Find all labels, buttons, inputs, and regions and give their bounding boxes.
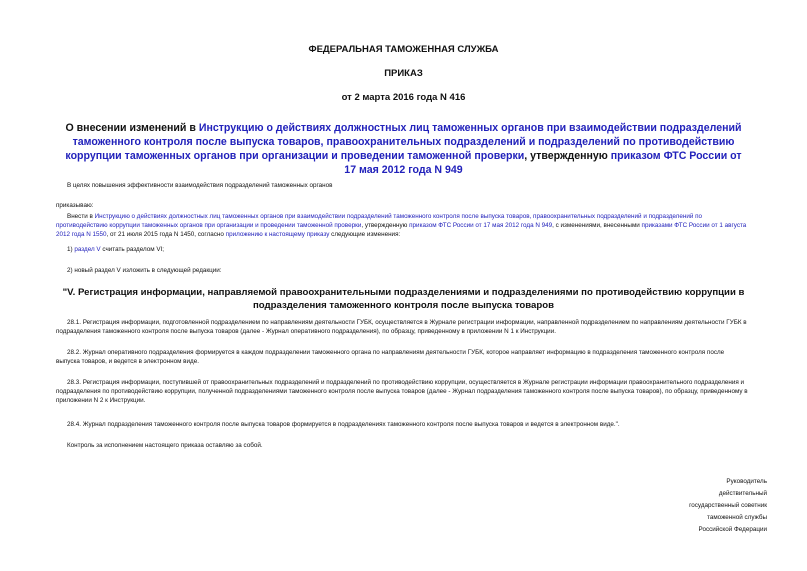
title-link-instruction[interactable]: Инструкцию о действиях должностных лиц таможенных органов при взаимодействии подразделений таможенного контроля после выпуска товаров, правоохранительных подразделений и подразделений по противодействию коррупции таможенных органов при организации и проведении таможенной проверки [65,122,742,162]
item-0-link-appendix[interactable]: приложению к настоящему приказу [225,231,330,238]
agency-name: ФЕДЕРАЛЬНАЯ ТАМОЖЕННАЯ СЛУЖБА [308,44,499,55]
intro-paragraph: В целях повышения эффективности взаимодействия подразделений таможенных органов [67,182,333,189]
item-0-text-c: , с изменениями, внесенными [552,222,642,229]
document-title [60,121,747,177]
paragraph-28-4: 28.4. Журнал подразделения таможенного контроля после выпуска товаров формируется в подразделениях таможенного контроля после выпуска товаров и ведется в электронном виде.". [67,421,620,428]
signature-line-5: Российской Федерации [698,526,767,533]
paragraph-28-2: 28.2. Журнал оперативного подразделения формируется в каждом подразделении таможенного органа по направлениям деятельности ГУБК, которое направляет информацию в подразделения таможенного контроля после выпуска товаров, и ведется в электронном виде. [56,349,725,365]
paragraph-28-1: 28.1. Регистрация информации, подготовленной подразделением по направлениям деятельности ГУБК, осуществляется в Журнале регистрации информации, направленной подразделением по направлениям деятельности ГУБК в подразделения таможенного контроля после выпуска товаров (далее - Журнал оперативного подразделения), по образцу, приведенному в приложении N 1 к Инструкции. [56,319,747,335]
signature-line-2: действительный [718,490,767,497]
item-0-text-d: , от 21 июля 2015 года N 1450, согласно [106,231,226,238]
item-0-link-order-949[interactable]: приказом ФТС России от 17 мая 2012 года N 949 [409,222,553,229]
signature-block [607,476,767,536]
item-0-text-a: Внести в [67,213,95,220]
item-1-rest: считать разделом VI; [100,246,165,253]
title-text-1: О внесении изменений в [65,122,199,134]
document-date-number: от 2 марта 2016 года N 416 [341,92,466,103]
item-2-paragraph: 2) новый раздел V изложить в следующей редакции: [67,267,222,274]
signature-line-1: Руководитель [726,478,767,485]
section-v-title: "V. Регистрация информации, направляемой правоохранительными подразделениями и подразделениями по противодействию коррупции в подразделения таможенного контроля после выпуска товаров [62,287,745,311]
item-1-paragraph [56,245,748,254]
paragraph-28-3: 28.3. Регистрация информации, поступившей от правоохранительных подразделений и подразделений по противодействию коррупции, осуществляется в Журнале регистрации информации правоохранительного подразделения и подразделения по противодействию коррупции, полученной подразделениями таможенного контроля после выпуска товаров (далее - Журнал подразделения таможенного контроля после выпуска товаров), по образцу, приведенному в приложении N 2 к Инструкции. [56,379,748,404]
title-link-order[interactable]: приказом ФТС России от 17 мая 2012 года N 949 [344,150,742,176]
signature-line-4: таможенной службы [707,514,767,521]
control-paragraph: Контроль за исполнением настоящего приказа оставляю за собой. [67,442,263,449]
item-0-link-instruction[interactable]: Инструкцию о действиях должностных лиц таможенных органов при взаимодействии подразделений таможенного контроля после выпуска товаров, правоохранительных подразделений и подразделений по противодействию коррупции таможенных органов при организации и проведении таможенной проверки [56,213,703,229]
title-text-2: , утвержденную [524,150,611,162]
item-1-link-section-v[interactable]: раздел V [74,246,101,253]
item-0-paragraph [56,212,748,239]
item-0-text-e: следующие изменения: [329,231,401,238]
item-0-link-orders-1550[interactable]: приказами ФТС России от 1 августа 2012 года N 1550 [56,222,747,238]
item-1-prefix: 1) [67,246,75,253]
item-0-text-b: , утвержденную [361,222,410,229]
document-type: ПРИКАЗ [384,68,423,79]
signature-line-3: государственный советник [689,502,767,509]
order-word: приказываю: [56,202,94,209]
